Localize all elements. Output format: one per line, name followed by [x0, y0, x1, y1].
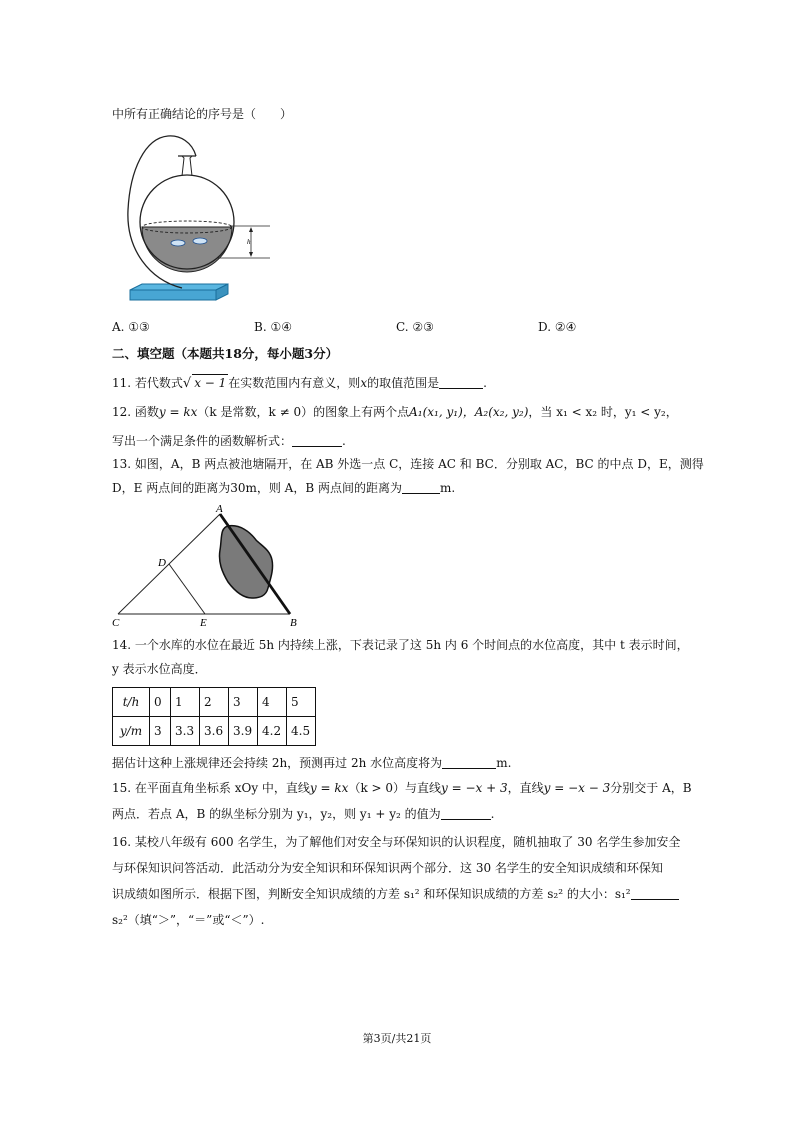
question-16-line-3: 识成绩如图所示．根据下图，判断安全知识成绩的方差 s₁² 和环保知识成绩的方差 s₂² 的大小：s₁²	[112, 886, 679, 902]
table-cell: 3.9	[229, 717, 258, 746]
table-cell: 3	[150, 717, 171, 746]
table-header-cell: t/h	[113, 688, 150, 717]
question-16-line-2: 与环保知识问答活动．此活动分为安全知识和环保知识两个部分．这 30 名学生的安全知识成绩和环保知	[112, 861, 663, 875]
table-cell: 4.5	[287, 717, 316, 746]
label-a: A	[216, 503, 223, 515]
option-d[interactable]: D. ②④	[538, 320, 577, 334]
question-12-line-2: 写出一个满足条件的函数解析式： .	[112, 434, 346, 448]
option-a[interactable]: A. ①③	[112, 320, 150, 334]
question-16-line-1: 16. 某校八年级有 600 名学生，为了解他们对安全与环保知识的认识程度，随机抽取了 30 名学生参加安全	[112, 835, 681, 849]
question-15-line-1: 15. 在平面直角坐标系 xOy 中，直线y = kx（k > 0）与直线y = −x + 3，直线y = −x − 3分别交于 A，B	[112, 781, 692, 795]
answer-blank-11[interactable]	[439, 376, 483, 389]
height-label: h	[247, 238, 251, 246]
answer-blank-16[interactable]	[631, 887, 679, 900]
table-cell: 5	[287, 688, 316, 717]
triangle-pond-figure	[110, 502, 310, 632]
table-cell: 3.6	[200, 717, 229, 746]
table-header-cell: y/m	[113, 717, 150, 746]
option-b[interactable]: B. ①④	[254, 320, 292, 334]
flask-figure	[120, 130, 280, 305]
label-b: B	[290, 617, 297, 629]
table-row	[113, 688, 316, 717]
question-continuation: 中所有正确结论的序号是（ ）	[112, 107, 293, 121]
answer-blank-12[interactable]	[292, 434, 342, 447]
water-level-table	[112, 687, 316, 746]
table-cell: 4	[258, 688, 287, 717]
question-14-line-2: y 表示水位高度．	[112, 662, 207, 676]
table-cell: 3.3	[171, 717, 200, 746]
section-heading: 二、填空题（本题共18分，每小题3分）	[112, 346, 339, 361]
question-13-line-1: 13. 如图，A，B 两点被池塘隔开，在 AB 外选一点 C，连接 AC 和 BC．分别取 AC，BC 的中点 D，E，测得	[112, 457, 704, 471]
question-12-line-1: 12. 函数y = kx（k 是常数，k ≠ 0）的图象上有两个点A₁(x₁, y₁)，A₂(x₂, y₂)，当 x₁ < x₂ 时，y₁ < y₂，	[112, 405, 678, 419]
table-cell: 2	[200, 688, 229, 717]
answer-blank-14[interactable]	[442, 756, 496, 769]
question-15-line-2: 两点．若点 A，B 的纵坐标分别为 y₁，y₂，则 y₁ + y₂ 的值为 .	[112, 807, 495, 821]
table-row	[113, 717, 316, 746]
answer-blank-15[interactable]	[441, 807, 491, 820]
question-14-line-1: 14. 一个水库的水位在最近 5h 内持续上涨，下表记录了这 5h 内 6 个时间点的水位高度，其中 t 表示时间，	[112, 638, 689, 652]
question-14-after-table: 据估计这种上涨规律还会持续 2h，预测再过 2h 水位高度将为 m.	[112, 756, 512, 770]
question-16-line-4: s₂²（填“＞”，“＝”或“＜”）.	[112, 913, 265, 927]
question-13-line-2: D，E 两点间的距离为30m，则 A，B 两点间的距离为 m.	[112, 481, 456, 495]
table-cell: 0	[150, 688, 171, 717]
question-11: 11. 若代数式√ x − 1 在实数范围内有意义，则x的取值范围是 .	[112, 376, 487, 391]
label-e: E	[200, 617, 207, 629]
table-cell: 3	[229, 688, 258, 717]
label-c: C	[112, 617, 120, 629]
answer-blank-13[interactable]	[402, 481, 440, 494]
table-cell: 4.2	[258, 717, 287, 746]
page-number: 第3页/共21页	[362, 1032, 432, 1045]
label-d: D	[158, 557, 166, 569]
table-cell: 1	[171, 688, 200, 717]
option-c[interactable]: C. ②③	[396, 320, 434, 334]
